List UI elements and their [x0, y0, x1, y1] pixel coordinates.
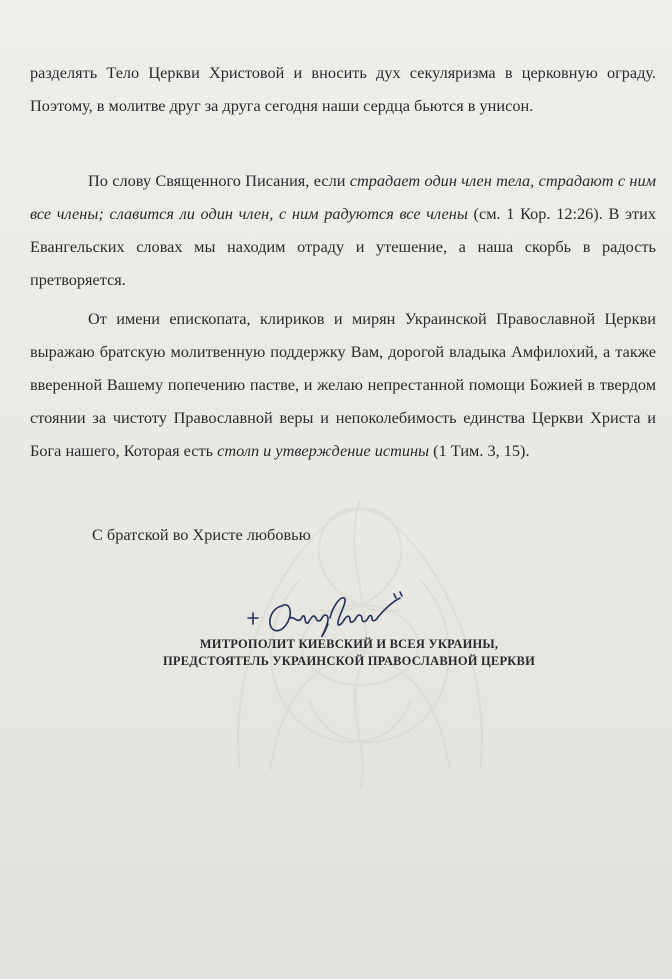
scripture-quote-2: столп и утверждение истины	[217, 441, 430, 460]
paragraph-3-main: От имени епископата, клириков и мирян Украинской Православной Церкви выражаю братскую молитвенную поддержку Вам, дорогой владыка Амфилохий, а также вверенной Вашему попечению пастве, и желаю непрестанной помощи Божией в твердом стоянии за чистоту Православной веры и непоколебимость единства Церкви Христа и Бога нашего, Которая есть	[30, 309, 656, 460]
scripture-quote-1: страдает один член тела, страдают с ним все члены; славится ли один член, с ним радуются все члены	[30, 171, 657, 223]
signatory-title-line-1: МИТРОПОЛИТ КИЕВСКИЙ И ВСЕЯ УКРАИНЫ,	[199, 637, 499, 651]
paragraph-2-rest: (см. 1 Кор. 12:26). В этих Евангельских словах мы находим отраду и утешение, а наша скорбь в радость претворяется.	[30, 204, 656, 289]
paragraph-3	[30, 302, 656, 467]
paragraph-2-intro: По слову Священного Писания, если	[88, 171, 350, 190]
paragraph-2	[30, 164, 656, 296]
signatory-title-line-2: ПРЕДСТОЯТЕЛЬ УКРАИНСКОЙ ПРАВОСЛАВНОЙ ЦЕРКВИ	[162, 654, 536, 668]
paragraph-3-ref: (1 Тим. 3, 15).	[429, 441, 530, 460]
paragraph-1: разделять Тело Церкви Христовой и вносить дух секуляризма в церковную ограду. Поэтому, в молитве друг за друга сегодня наши сердца бьются в унисон.	[30, 63, 656, 115]
closing-phrase: С братской во Христе любовью	[92, 525, 311, 544]
handwritten-signature	[244, 588, 414, 640]
